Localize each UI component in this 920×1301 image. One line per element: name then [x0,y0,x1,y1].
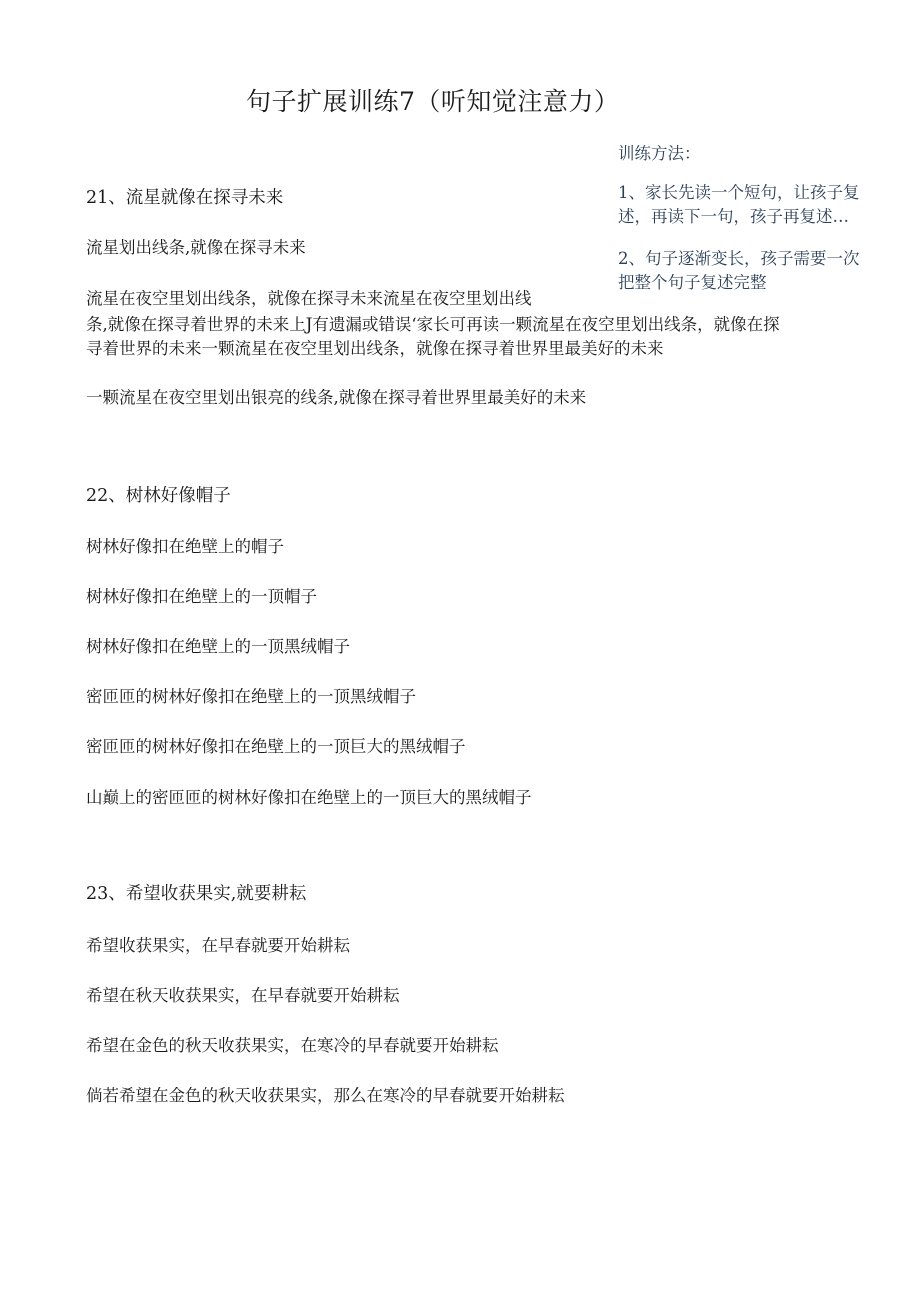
group-23-line-1: 希望收获果实，在早春就要开始耕耘 [86,936,350,955]
page-title: 句子扩展训练7（听知觉注意力） [246,87,620,116]
group-22-line-2: 树林好像扣在绝壁上的一顶帽子 [86,587,317,606]
group-21-heading: 21、流星就像在探寻未来 [86,188,284,208]
group-23-heading: 23、希望收获果实,就要耕耘 [86,884,307,904]
group-21-line-2a: 流星在夜空里划出线条，就像在探寻未来流星在夜空里划出线 [86,289,532,308]
method-step-1 [618,181,898,229]
group-22-line-1: 树林好像扣在绝壁上的帽子 [86,537,284,556]
group-22-line-6: 山巅上的密匝匝的树林好像扣在绝壁上的一顶巨大的黑绒帽子 [86,788,532,807]
group-22-heading: 22、树林好像帽子 [86,486,231,506]
training-method-box [618,140,898,313]
method-step-2-line-1: 2、句子逐渐变长，孩子需要一次 [618,249,860,268]
group-23-line-3: 希望在金色的秋天收获果实，在寒冷的早春就要开始耕耘 [86,1036,499,1055]
group-23-line-2: 希望在秋天收获果实，在早春就要开始耕耘 [86,986,400,1005]
method-step-2 [618,247,898,295]
group-23-line-4: 倘若希望在金色的秋天收获果实，那么在寒冷的早春就要开始耕耘 [86,1086,565,1105]
group-22-line-4: 密匝匝的树林好像扣在绝壁上的一顶黑绒帽子 [86,687,416,706]
method-step-2-line-2: 把整个句子复述完整 [618,273,767,292]
method-step-1-line-1: 1、家长先读一个短句，让孩子复 [618,183,860,202]
group-21-line-2c: 寻着世界的未来一颗流星在夜空里划出线条，就像在探寻着世界里最美好的未来 [86,339,664,358]
group-22-line-3: 树林好像扣在绝壁上的一顶黑绒帽子 [86,637,350,656]
group-21-line-2b: 条,就像在探寻着世界的未来上J有遗漏或错误‘家长可再读一颗流星在夜空里划出线条，就像在探 [86,315,780,334]
group-22-line-5: 密匝匝的树林好像扣在绝壁上的一顶巨大的黑绒帽子 [86,737,466,756]
method-step-1-line-2: 述，再读下一句，孩子再复述… [618,207,849,226]
method-heading: 训练方法： [618,144,701,163]
group-21-line-1: 流星划出线条,就像在探寻未来 [86,238,306,257]
group-21-line-3: 一颗流星在夜空里划出银亮的线条,就像在探寻着世界里最美好的未来 [86,388,587,407]
